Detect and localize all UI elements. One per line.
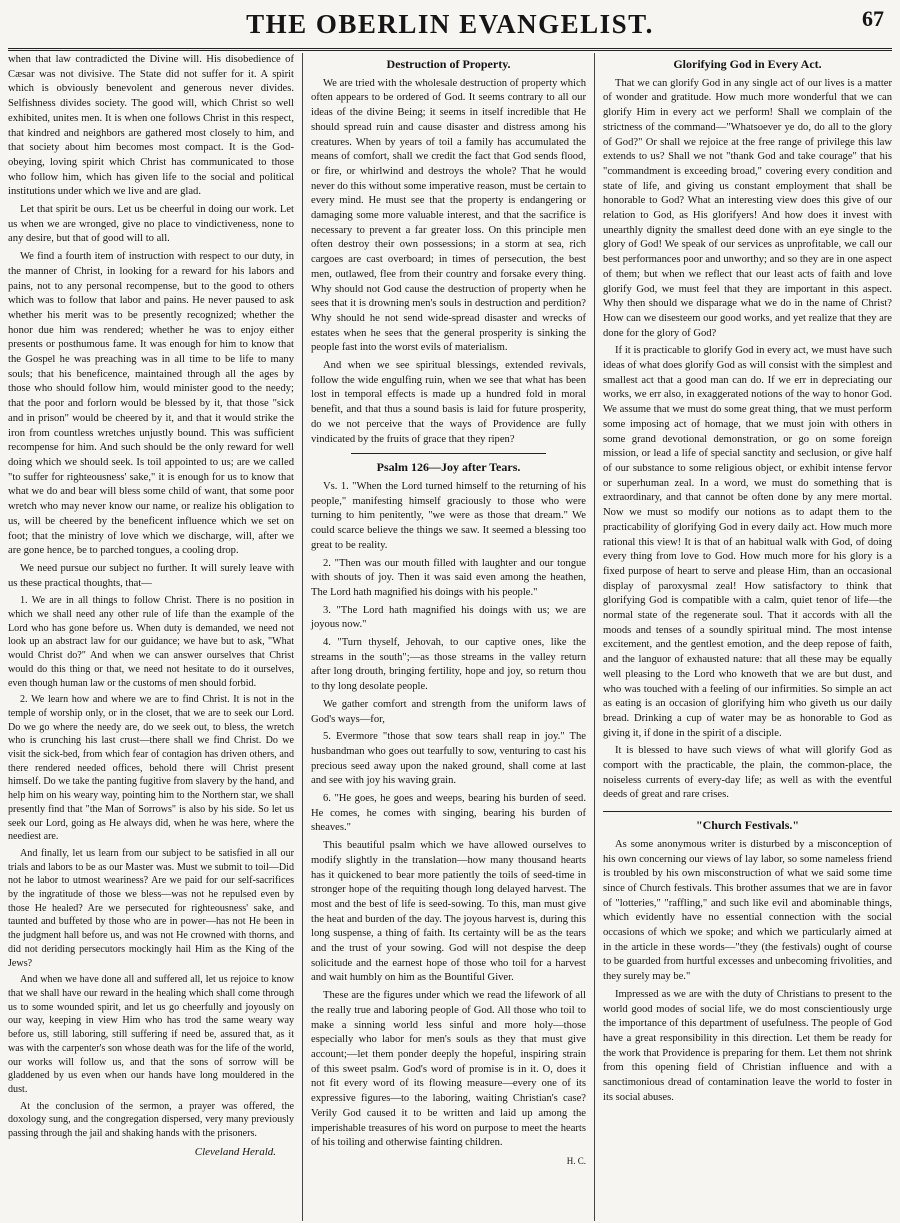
column-1 xyxy=(8,53,303,1221)
columns xyxy=(8,53,892,1221)
paragraph: This beautiful psalm which we have allowed ourselves to modify slightly in the translation—how many thousand hearts has it quickened to bear more patiently the toils of seed-time in stronger hope of the requiting though long delayed harvest. The most and the best of life is seed-sowing. To this, man must give the heat and burden of the day. The joyous harvest is, during this long suspense, a thing of faith. Its certainty will be as the tears and the trust of your sowing. God will not despise the deep solicitude and the earnest hope of those who toil for a harvest and wait humbly on him as the Bountiful Giver. xyxy=(311,840,586,984)
divider xyxy=(351,453,546,454)
paragraph: As some anonymous writer is disturbed by a misconception of his own concerning our views of lay labor, so some nameless friend is troubled by his own misconstruction of what we said some time since of Church festivals. This brother assumes that we are in favor of "lotteries," "raffling," and such like evil and abominable things, which evidently have no essential connection with the social occasions of which we spoke; and which we particularly aimed at in the article in these words—"they (the festivals) ought of course to be guarded from hurtful excesses and unbecoming frivolities, and they surely may be." xyxy=(603,838,892,983)
paragraph: We gather comfort and strength from the uniform laws of God's ways—for, xyxy=(311,698,586,725)
small-print-section xyxy=(8,594,294,1140)
paragraph: And when we have done all and suffered all, let us rejoice to know that we shall have our reward in the healing which shall come through us to some wounded spirit, and let us go cheerfully and joyously on our way, keeping in view Him who has trod the same weary way before us, still laboring, still suffering if need be, assured that, as it was with the carpenter's son whose death was for the life of the world, our works will follow us, and that the sons of sorrow will be gladdened by us even when our hands have long mouldered in the dust. xyxy=(8,974,294,1095)
paragraph: We need pursue our subject no further. It will surely leave with us these practical thoughts, that— xyxy=(8,562,294,589)
paragraph: That we can glorify God in any single act of our lives is a matter of wonder and gratitude. How much more wonderful that we can glorify Him in every act we perform! Shall we complain of the strictness of the command—"Whatsoever ye do, do all to the glory of God?" Or shall we rejoice at the free range of privilege this law extends to us? Shall we not "thank God and take courage" that his "commandment is exceeding broad," covering every condition and state of life, and giving us constant employment that shall be honorable to God? What an interesting view does this give of our relation to God, as His glorifyers! And how does it invest with unearthly dignity the smallest deed done with an eye single to the glory of God! We speak of our services as unprofitable, we call our best performances poor and unworthy; and so they are in one aspect of them; but when we reflect that our least acts of faith and love glorify God, we must feel that they are important in this aspect. Why then should we disparage what we do in the name of Christ? How can we disesteem our good works, and yet realize that they are done for the glory of God? xyxy=(603,77,892,339)
paragraph: 6. "He goes, he goes and weeps, bearing his burden of seed. He comes, he comes with singing, bearing his burden of sheaves." xyxy=(311,793,586,834)
column-3 xyxy=(595,53,892,1221)
paragraph: 4. "Turn thyself, Jehovah, to our captive ones, like the streams in the south";—as those streams in the valley return after long drouth, bringing fertility, hope and joy, so return thou to thy long desolate people. xyxy=(311,637,586,693)
newspaper-title: THE OBERLIN EVANGELIST. xyxy=(246,9,654,39)
paragraph: 5. Evermore "those that sow tears shall reap in joy." The husbandman who goes out tearfully to sow, venturing to cast his precious seed away upon the naked ground, shall come at last and see with joy his waving grain. xyxy=(311,731,586,787)
paragraph: We are tried with the wholesale destruction of property which often appears to be ordered of God. It seems contrary to all our ideas of the divine Being; it seems in itself incredible that He should spread ruin and cause disaster and distress among his creatures. When by years of toil a family has accumulated the means of comfort, shall we credit the fact that God sends flood, or fire, or whirlwind and destroys the whole? That he would never do this without some imperative reason, must be certain to every mind. He must see that the property is endangering or damaging some more valuable interest, and that the sacrifice is necessary to prevent a far greater loss. On this principle men often destroy their own possessions; in a storm at sea, rich cargoes are cast overboard; in times of persecution, the best men, outlawed, flee from their country and forsake every thing. Why should not God cause the destruction of property when he sees that it is drowning men's souls in destruction and perdition? Why should he not send wide-spread disaster and wrecks of estates when he sees that the general prosperity is sinking the people fast into the worst evils of materialism. xyxy=(311,77,586,354)
paragraph: Impressed as we are with the duty of Christians to present to the world good modes of social life, we do most conscientiously urge the importance of this department of usefulness. The people of God have a great responsibility in this direction. Let them be ready for the work that Providence is preparing for them. Let them not shrink from this opening field of Christian influence and with a sanctimonious dread of contamination leave the world to foster in its social abuses. xyxy=(603,988,892,1103)
paragraph: Let that spirit be ours. Let us be cheerful in doing our work. Let us when we are wronged, give no place to vindictiveness, none to any desire, but that of good will to all. xyxy=(8,204,294,245)
article-heading: "Church Festivals." xyxy=(603,811,892,833)
paragraph: 2. "Then was our mouth filled with laughter and our tongue with shouts of joy. Then it was said even among the heathen, The Lord hath magnified his doings with his people." xyxy=(311,557,586,598)
paragraph: 1. We are in all things to follow Christ. There is no position in which we shall need any other rule of life than the example of the Lord who has gone before us. When duty is demanded, we need not look up an abstract law for our guidance; we have but to ask, "What would Christ do?" And when we can answer ourselves that Christ would do this thing or that, we need not hesitate to do it ourselves, even though human law or the customs of men should forbid. xyxy=(8,595,294,689)
paragraph: If it is practicable to glorify God in every act, we must have such ideas of what does glorify God as will consist with the simplest and smallest act that a good man can do. If we err in depreciating our works, we err also, in exaggerated notions of the way to honor God. We assume that we must do some great thing, that we must perform some imposing act of homage, that we must join with others in some grand devotional demonstration, or go on some foreign mission, or lead a life of special sanctity and seclusion, or give half of our substance to some religious object, or exhibit intense fervor or superhuman zeal. In a word, we must do something that is extraordinary, and that cannot be often done by any mere mortal. Now we must so modify our notions as to adapt them to the practicability of glorifying God in every daily act. How much more rational this view! It is that of an habitual walk with God, of doing every thing from love to God. How much more for his glory is a fixed purpose of heart to serve and please Him, than an occasional display of paroxysmal zeal! How satisfactory to think that glorifying God is compatible with a calm, quiet tenor of life—the normal state of the regenerate soul. That it accords with all the moods and tenses of a soundly spiritual mind. The most intense excitement, and the gentlest emotion, and the deep repose of faith, and the languor of exhausted nature: that all these may be equally well pleasing to the Lord who knoweth that we are but dust, and who was touched with a feeling of our infirmities. So simple an act as eating is an occasion of glorifying him who giveth us our daily bread. Drinking a cup of water may be as honorable to God as giving it, if done in the spirit of a disciple. xyxy=(603,345,892,739)
paragraph: We find a fourth item of instruction with respect to our duty, in the manner of Christ, in looking for a reward for his labors and pains, not to any personal recompense, but to the good to others which was to follow that labor and pains. He never paused to ask whether his merit was to be presently recognized; whether the honor due him was rendered; whether he was to enjoy either presents or posthumous fame. It was enough for him to know that the Gospel he was preaching was in all time to be life to many souls; that his beneficence, maintained through all the ages by those who should follow him, would minister good to the needy; that the poor and forlorn would be blessed by it, that those "sick and in prison" would be cheered by it, and that it would strike the iron from countless wretches unjustly bound. This was sufficient recompense for him. And such should be the only reward for well doing which we should seek. Is toil appointed to us; are we called "to suffer for righteousness' sake," it is enough for us to know that what we do and bear will bless some child of want, that some poor wretch who may never know our name, or realize his obligation to us, will be cheered by the beneficent influence which we set on foot; that the ministry of love which we discharge, will, after we are gone hence, be to parched tongues, a cooling drop. xyxy=(8,251,294,557)
article-heading: Psalm 126—Joy after Tears. xyxy=(376,460,521,475)
paragraph: It is blessed to have such views of what will glorify God as comport with the practicable, the plain, the common-place, the noiseless currents of every-day life; as well as with the eventful deeds of great and rare crises. xyxy=(603,745,892,801)
author-initials: H. C. xyxy=(566,1155,586,1166)
paragraph: when that law contradicted the Divine will. His disobedience of Cæsar was not divisive. The State did not suffer for it. A spirit which is obviously benevolent and generous never divides. Selfishness divides society. The good will, which Christ so well exhibited, unites men. It is when one follows Christ in this respect, that kindred and neighbors are gathered most closely to him, and that society about him becomes most compact. It is the God-obeying, loving spirit which Christ has communicated to those who follow him, which has given life to the social and political institutions under which we live and are glad. xyxy=(8,54,294,198)
paragraph: And when we see spiritual blessings, extended revivals, follow the wide engulfing ruin, when we see that what has been lost in temporal effects is made up a hundred fold in moral benefit, and that thus a sound basis is laid for future prosperity, do we not perceive that the ways of Providence are fully vindicated by the fruits of grace that they ripen? xyxy=(311,360,586,445)
paragraph: These are the figures under which we read the lifework of all the really true and laboring people of God. All those who toil to make a sinning world less sinful and more holy—those especially who labor for men's souls as they that must give account;—let them ponder deeply the hopeful, inspiring strain of this sweet psalm. God's word of promise is in it. O, does it not fit every word of its flowing measure—every one of its expressive figures—to the laboring, waiting Christian's case? Verily God caused it to be written and laid up among the imperishable treasures of his word on purpose to meet the hearts of his toiling and otherwise fainting children. xyxy=(311,990,586,1149)
paragraph: At the conclusion of the sermon, a prayer was offered, the doxology sung, and the congregation dispersed, very many previously passing through the jail and shaking hands with the prisoners. xyxy=(8,1100,294,1140)
masthead xyxy=(8,4,892,51)
source-attribution: Cleveland Herald. xyxy=(194,1145,276,1158)
paragraph: 2. We learn how and where we are to find Christ. It is not in the temple of worship only, or in the closet, that we are to seek our Lord. Do we go where the needy are, do we seek out, to bless, the wretch who is crunching his last crust—there shall we find Christ. Do we visit the sick-bed, from which fear of contagion has driven others, and there rendered needed offices, behold there will Christ present himself. Do we take the panting fugitive from slavery by the hand, and help him on his weary way, pointing him to the Northern star, we shall presently find that "the Man of Sorrows" is also by his side. So let us seek our Lord, going as He always did, when he was here, where the neediest are. xyxy=(8,694,294,843)
paragraph: And finally, let us learn from our subject to be satisfied in all our trials and labors to be as our Master was. Must we submit to toil—Did not he labor to utmost weariness? Are we paid for our self-sacrifices by the ingratitude of those we bless—was not he repulsed even by those He healed? Are we persecuted for righteousness' sake, and taunted and buffeted by those who are in power—has not He been in the judgment hall before us, and was not He crowned with thorns, and did not deriding persecutors mockingly hail Him as the King of the Jews? xyxy=(8,847,294,969)
page-number: 67 xyxy=(862,6,884,31)
column-2 xyxy=(303,53,595,1221)
article-heading: Glorifying God in Every Act. xyxy=(673,57,822,71)
paragraph: 3. "The Lord hath magnified his doings with us; we are joyous now." xyxy=(311,604,586,631)
paragraph: Vs. 1. "When the Lord turned himself to the returning of his people," manifesting himself graciously to those who were turning to him penitently, "we were as those that dream." We could scarce believe the things we saw. It seemed a blessing too great to be reality. xyxy=(311,480,586,551)
article-heading: Destruction of Property. xyxy=(386,57,511,71)
